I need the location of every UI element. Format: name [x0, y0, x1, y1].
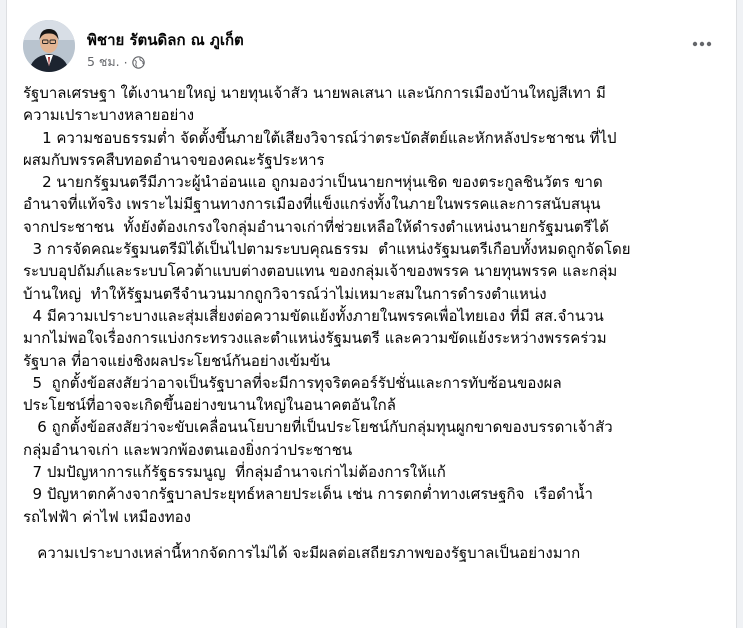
post-line: 3 การจัดคณะรัฐมนตรีมิได้เป็นไปตามระบบคุณธรรม ตำแหน่งรัฐมนตรีเกือบทั้งหมดถูกจัดโดย	[23, 240, 631, 259]
post-line: 5 ถูกตั้งข้อสงสัยว่าอาจเป็นรัฐบาลที่จะมีการทุจริตคอร์รัปชั่นและการทับซ้อนของผล	[23, 373, 562, 392]
avatar[interactable]	[23, 20, 75, 72]
meta-separator: ·	[123, 54, 128, 70]
post-line: 1 ความชอบธรรมต่ำ จัดตั้งขึ้นภายใต้เสียงวิจารณ์ว่าตระบัดสัตย์และหักหลังประชาชน ที่ไป	[23, 128, 617, 147]
post-closing-line: ความเปราะบางเหล่านี้หากจัดการไม่ได้ จะมีผลต่อเสถียรภาพของรัฐบาลเป็นอย่างมาก	[23, 543, 581, 562]
avatar-photo-icon	[23, 20, 75, 72]
post-line: 7 ปมปัญหาการแก้รัฐธรรมนูญ ที่กลุ่มอำนาจเก่าไม่ต้องการให้แก้	[23, 463, 446, 482]
post-line: ประโยชน์ที่อาจจะเกิดขึ้นอย่างขนานใหญ่ในอนาคตอันใกล้	[23, 396, 396, 415]
post-line: มากไม่พอใจเรื่องการแบ่งกระทรวงและตำแหน่งรัฐมนตรี และความขัดแย้งระหว่างพรรคร่วม	[23, 329, 607, 348]
post-line: รถไฟฟ้า ค่าไฟ เหมืองทอง	[23, 507, 191, 526]
post-body	[23, 82, 722, 564]
more-dots-icon	[692, 41, 712, 47]
post-line: รัฐบาล ที่อาจแย่งชิงผลประโยชน์กันอย่างเข้มข้น	[23, 351, 331, 370]
post-line: อำนาจที่แท้จริง เพราะไม่มีฐานทางการเมืองที่แข็งแกร่งทั้งในภายในพรรคและการสนับสนุน	[23, 195, 601, 214]
post-line: 2 นายกรัฐมนตรีมีภาวะผู้นำอ่อนแอ ถูกมองว่าเป็นนายกฯหุ่นเชิด ของตระกูลชินวัตร ขาด	[23, 173, 603, 192]
post-line: ผสมกับพรรคสืบทอดอำนาจของคณะรัฐประหาร	[23, 150, 325, 169]
post-header	[23, 20, 720, 76]
globe-icon	[132, 56, 145, 69]
post-line: ระบบอุปถัมภ์และระบบโควต้าแบบต่างตอบแทน ของกลุ่มเจ้าของพรรค นายทุนพรรค และกลุ่ม	[23, 262, 618, 281]
post-line: 9 ปัญหาตกค้างจากรัฐบาลประยุทธ์หลายประเด็น เช่น การตกต่ำทางเศรษฐกิจ เรือดำน้ำ	[23, 485, 593, 504]
post-line: จากประชาชน ทั้งยังต้องเกรงใจกลุ่มอำนาจเก่าที่ช่วยเหลือให้ดำรงตำแหน่งนายกรัฐมนตรีได้	[23, 217, 609, 236]
post-line: ความเปราะบางหลายอย่าง	[23, 106, 195, 125]
post-line: รัฐบาลเศรษฐา ใต้เงานายใหญ่ นายทุนเจ้าสัว นายพลเสนา และนักการเมืองบ้านใหญ่สีเทา มี	[23, 84, 606, 102]
post-line: 4 มีความเปราะบางและสุ่มเสี่ยงต่อความขัดแย้งทั้งภายในพรรคเพื่อไทยเอง ที่มี สส.จำนวน	[23, 306, 604, 325]
post-line: กลุ่มอำนาจเก่า และพวกพ้องตนเองยิ่งกว่าประชาชน	[23, 440, 353, 459]
post-line: บ้านใหญ่ ทำให้รัฐมนตรีจำนวนมากถูกวิจารณ์ว่าไม่เหมาะสมในการดำรงตำแหน่ง	[23, 284, 547, 303]
post-meta	[87, 52, 145, 72]
post-timestamp[interactable]: 5 ชม.	[87, 54, 120, 69]
facebook-post	[6, 0, 737, 628]
more-options-button[interactable]	[684, 26, 720, 62]
post-line: 6 ถูกตั้งข้อสงสัยว่าจะขับเคลื่อนนโยบายที่เป็นประโยชน์กับกลุ่มทุนผูกขาดของบรรดาเจ้าสัว	[23, 418, 613, 437]
author-name[interactable]: พิชาย รัตนดิลก ณ ภูเก็ต	[87, 31, 244, 49]
